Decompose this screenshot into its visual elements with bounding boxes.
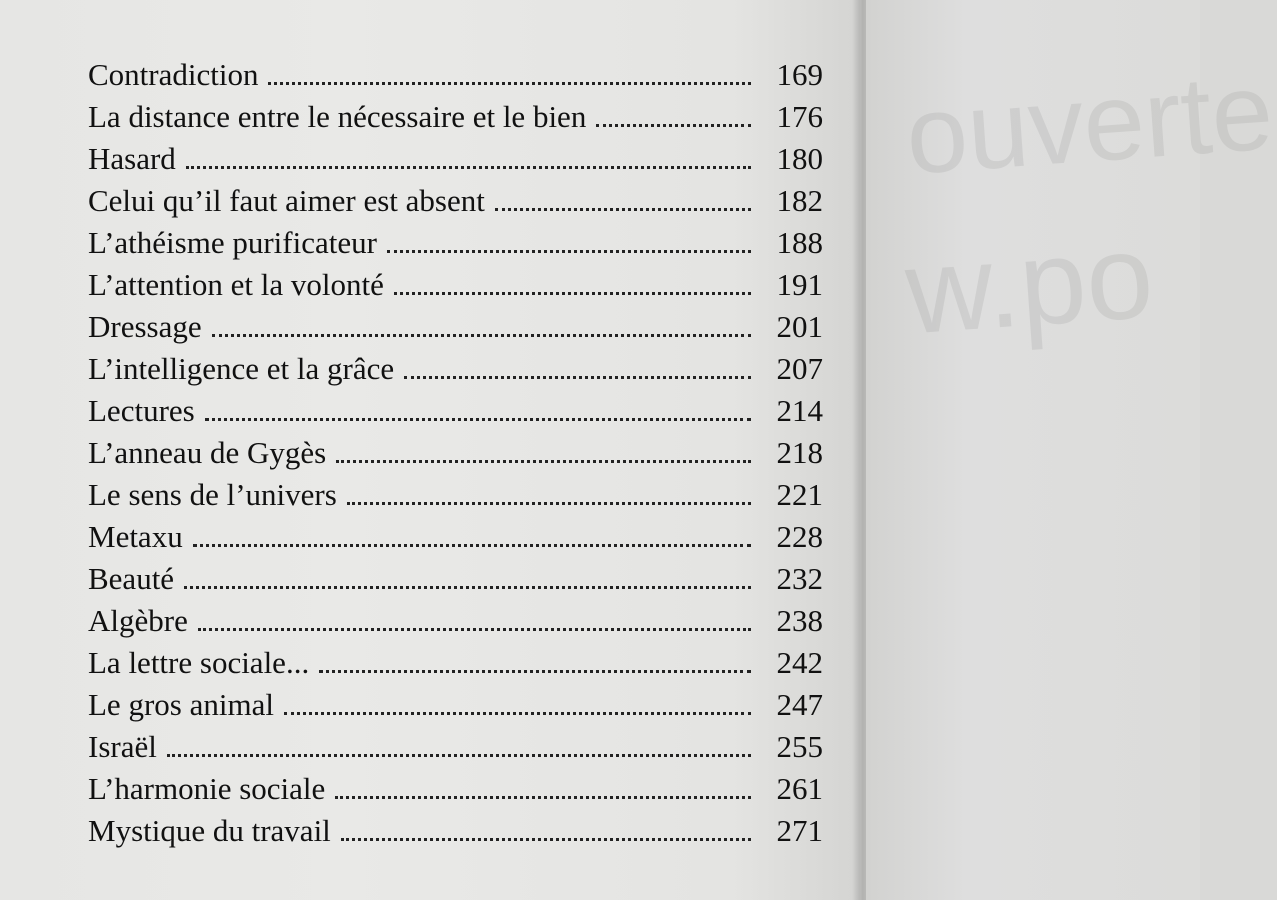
table-of-contents: [88, 57, 823, 855]
toc-entry-page-number: 238: [776, 603, 823, 638]
toc-entry-page-number: 191: [776, 267, 823, 302]
toc-entry: [88, 309, 823, 351]
right-page: [866, 0, 1277, 900]
toc-entry-title: L’intelligence et la grâce: [88, 351, 395, 386]
toc-entry: [88, 477, 823, 519]
toc-entry-page-number: 207: [776, 351, 823, 386]
toc-entry: [88, 57, 823, 99]
dot-leader: [404, 376, 751, 379]
toc-entry: [88, 435, 823, 477]
toc-entry: [88, 183, 823, 225]
toc-entry-page-number: 247: [776, 687, 823, 722]
toc-entry-title: Beauté: [88, 561, 175, 596]
dot-leader: [596, 124, 751, 127]
dot-leader: [319, 670, 751, 673]
toc-entry-page-number: 271: [776, 813, 823, 848]
dot-leader: [341, 838, 751, 841]
toc-entry: [88, 561, 823, 603]
toc-entry: [88, 267, 823, 309]
toc-entry: [88, 393, 823, 435]
toc-entry: [88, 813, 823, 855]
dot-leader: [394, 292, 751, 295]
dot-leader: [336, 460, 751, 463]
toc-entry-page-number: 232: [776, 561, 823, 596]
dot-leader: [205, 418, 751, 421]
toc-entry-page-number: 242: [776, 645, 823, 680]
dot-leader: [268, 82, 751, 85]
toc-entry-title: L’attention et la volonté: [88, 267, 384, 302]
toc-entry-title: Hasard: [88, 141, 176, 176]
toc-entry-title: L’harmonie sociale: [88, 771, 326, 806]
toc-entry-title: La lettre sociale...: [88, 645, 310, 680]
toc-entry: [88, 141, 823, 183]
toc-entry: [88, 729, 823, 771]
toc-entry-page-number: 214: [776, 393, 823, 428]
bleed-through-text: ouverte: [902, 49, 1277, 198]
toc-entry-title: Le gros animal: [88, 687, 274, 722]
dot-leader: [387, 250, 751, 253]
toc-entry-title: Algèbre: [88, 603, 188, 638]
toc-entry-page-number: 228: [776, 519, 823, 554]
toc-entry: [88, 687, 823, 729]
toc-entry-title: Mystique du travail: [88, 813, 331, 848]
toc-entry: [88, 99, 823, 141]
toc-entry-page-number: 176: [776, 99, 823, 134]
toc-entry: [88, 351, 823, 393]
toc-entry-title: La distance entre le nécessaire et le bien: [88, 99, 587, 134]
toc-entry-page-number: 182: [776, 183, 823, 218]
toc-entry: [88, 603, 823, 645]
toc-entry-page-number: 261: [776, 771, 823, 806]
dot-leader: [284, 712, 751, 715]
dot-leader: [186, 166, 751, 169]
toc-entry-title: L’athéisme purificateur: [88, 225, 377, 260]
toc-entry-title: Dressage: [88, 309, 202, 344]
toc-entry-title: Metaxu: [88, 519, 183, 554]
toc-entry-title: Contradiction: [88, 57, 259, 92]
dot-leader: [184, 586, 751, 589]
toc-entry-title: Lectures: [88, 393, 195, 428]
dot-leader: [495, 208, 751, 211]
dot-leader: [347, 502, 751, 505]
dot-leader: [193, 544, 751, 547]
toc-entry: [88, 771, 823, 813]
dot-leader: [167, 754, 751, 757]
toc-entry-page-number: 201: [776, 309, 823, 344]
toc-entry-page-number: 169: [776, 57, 823, 92]
toc-entry: [88, 225, 823, 267]
toc-entry-title: L’anneau de Gygès: [88, 435, 327, 470]
toc-entry-page-number: 221: [776, 477, 823, 512]
toc-entry-title: Celui qu’il faut aimer est absent: [88, 183, 485, 218]
bleed-through-text: w.po: [901, 208, 1158, 360]
toc-entry-page-number: 180: [776, 141, 823, 176]
dot-leader: [335, 796, 751, 799]
toc-entry-page-number: 255: [776, 729, 823, 764]
toc-entry: [88, 519, 823, 561]
toc-entry-page-number: 188: [776, 225, 823, 260]
toc-entry-title: Israël: [88, 729, 157, 764]
toc-entry-page-number: 218: [776, 435, 823, 470]
dot-leader: [198, 628, 751, 631]
toc-entry: [88, 645, 823, 687]
dot-leader: [212, 334, 751, 337]
toc-entry-title: Le sens de l’univers: [88, 477, 337, 512]
